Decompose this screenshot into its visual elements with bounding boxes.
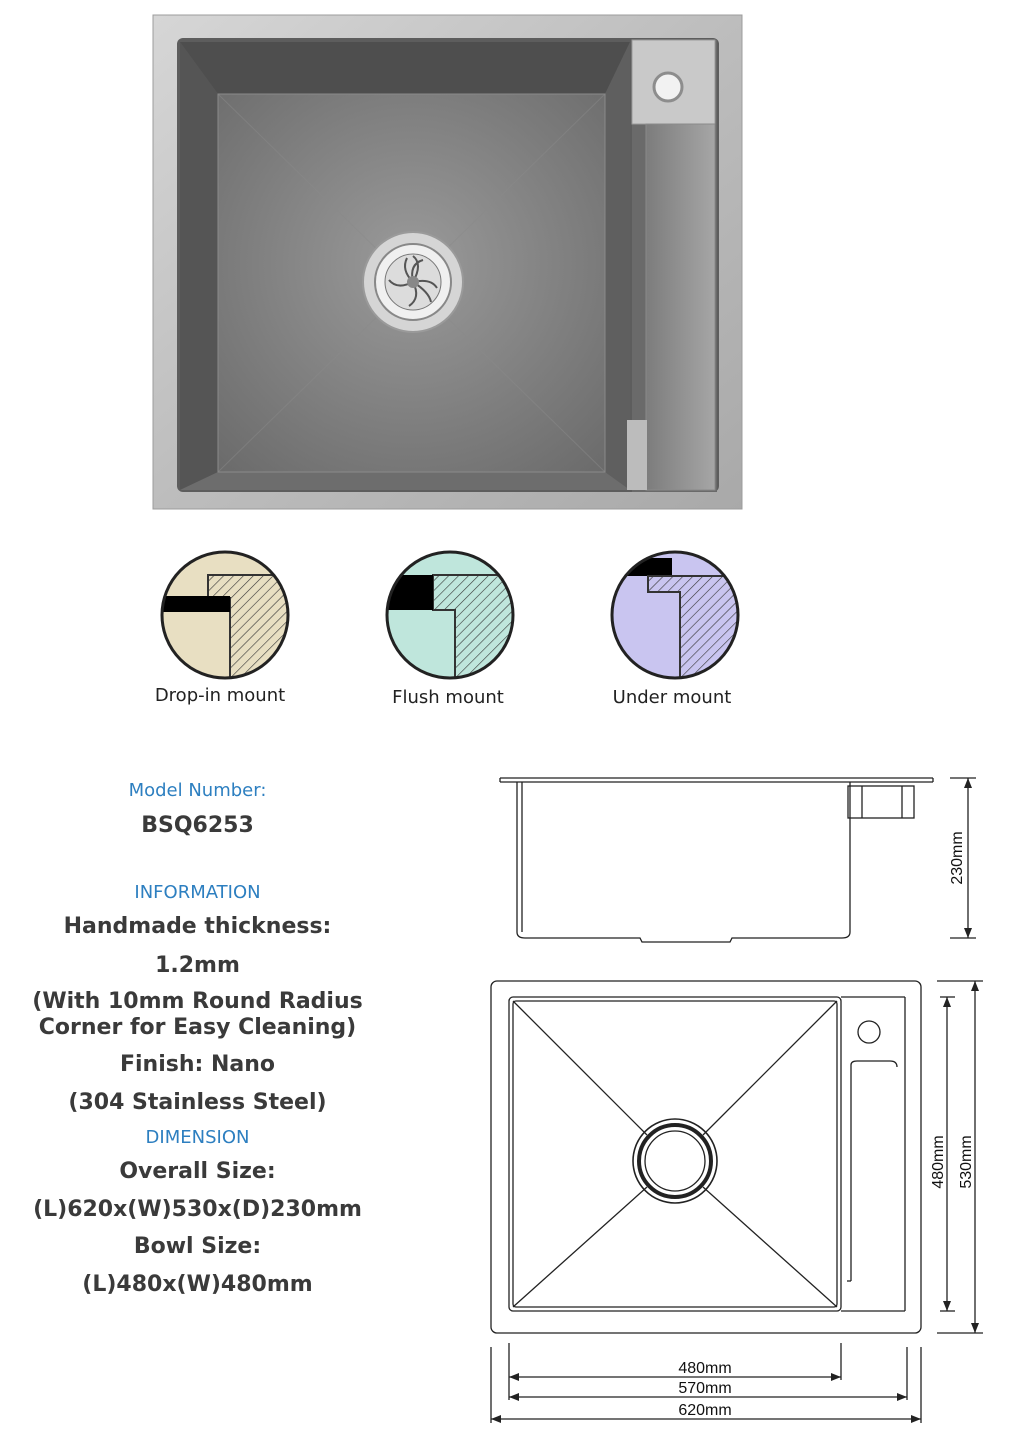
depth-dimension: 230mm [949,831,966,885]
under-mount-label: Under mount [612,687,732,708]
bottom-overall-dimension: 620mm [678,1402,732,1419]
bowl-size-value: (L)480x(W)480mm [82,1272,313,1297]
thickness-label: Handmade thickness: [63,914,332,939]
radius-note-line2: Corner for Easy Cleaning) [38,1015,357,1040]
flush-mount-label: Flush mount [392,687,504,708]
thickness-value: 1.2mm [155,953,240,978]
overall-size-value: (L)620x(W)530x(D)230mm [33,1197,362,1222]
drain [363,232,463,332]
bowl-size-label: Bowl Size: [133,1234,262,1259]
finish-value: Finish: Nano [119,1052,276,1077]
radius-note-line1: (With 10mm Round Radius [32,989,363,1014]
drop-in-mount-label: Drop-in mount [154,685,286,706]
sink-photo [150,12,745,512]
information-heading: INFORMATION [134,882,261,903]
overall-size-label: Overall Size: [119,1159,276,1184]
model-number-heading: Model Number: [128,780,267,801]
material-value: (304 Stainless Steel) [68,1090,327,1115]
under-mount-diagram [600,550,750,685]
side-view-drawing [490,770,990,950]
dimension-heading: DIMENSION [145,1127,250,1148]
flush-mount-diagram [375,550,525,685]
bowl-width-side-dimension: 480mm [930,1135,947,1189]
top-view-drawing [485,975,995,1430]
overall-width-side-dimension: 530mm [958,1135,975,1189]
drop-in-mount-diagram [150,550,300,685]
bottom-bowl-dimension: 480mm [678,1360,732,1377]
bottom-mid-dimension: 570mm [678,1380,732,1397]
model-number-value: BSQ6253 [141,813,254,838]
